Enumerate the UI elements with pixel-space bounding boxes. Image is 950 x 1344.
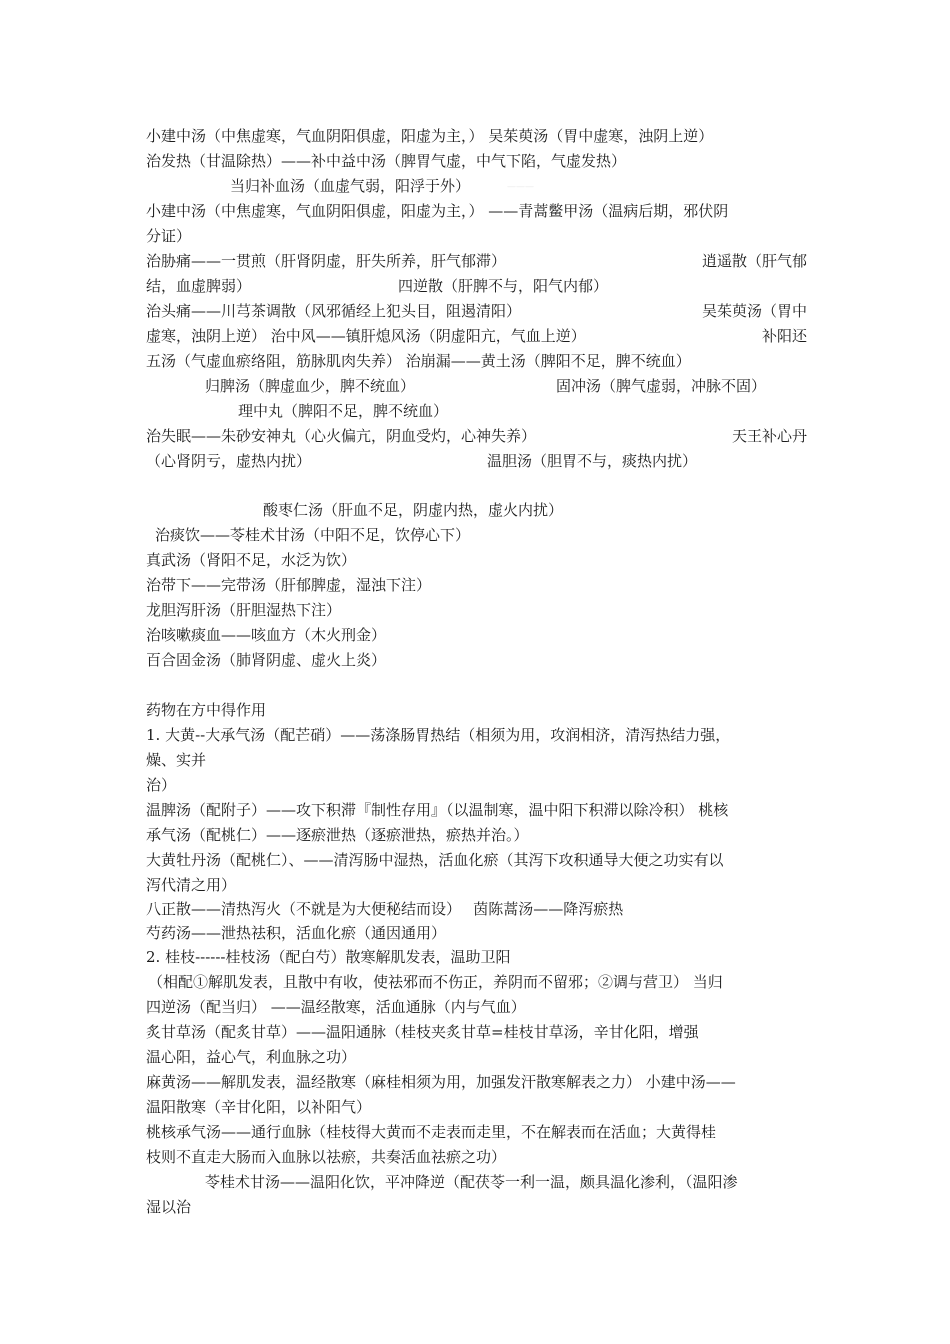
text-line: 四逆汤（配当归） ——温经散寒，活血通脉（内与气血） — [146, 998, 526, 1016]
text-line: 桃核承气汤——通行血脉（桂枝得大黄而不走表而走里，不在解表而在活血；大黄得桂 — [146, 1123, 717, 1141]
text-line: 炙甘草汤（配炙甘草）——温阳通脉（桂枝夹炙甘草=桂枝甘草汤，辛甘化阳，增强 — [146, 1023, 699, 1041]
text-line: 分证） — [146, 227, 192, 245]
text-line: 芍药汤——泄热祛积，活血化瘀（通因通用） — [146, 924, 447, 942]
watermark-text: ——— — [507, 182, 534, 192]
text-line: 理中丸（脾阳不足，脾不统血） — [238, 402, 449, 420]
text-line: 2. 桂枝------桂枝汤（配白芍）散寒解肌发表，温助卫阳 — [146, 948, 511, 966]
text-line: 真武汤（肾阳不足，水泛为饮） — [146, 551, 357, 569]
text-line: 小建中汤（中焦虚寒，气血阴阳俱虚，阳虚为主，） 吴茱萸汤（胃中虚寒，浊阴上逆） — [146, 127, 714, 145]
text-line: 麻黄汤——解肌发表，温经散寒（麻桂相须为用，加强发汗散寒解表之力） 小建中汤—— — [146, 1073, 736, 1091]
text-line: 治带下——完带汤（肝郁脾虚，湿浊下注） — [146, 576, 432, 594]
text-line: （相配①解肌发表，且散中有收，使祛邪而不伤正，养阴而不留邪；②调与营卫） 当归 — [148, 973, 723, 991]
text-line: 治胁痛——一贯煎（肝肾阴虚，肝失所养，肝气郁滞） — [146, 252, 507, 270]
text-line: 泻代清之用） — [146, 876, 237, 894]
text-line: 治失眠——朱砂安神丸（心火偏亢，阴血受灼，心神失养） — [146, 427, 537, 445]
text-line: 归脾汤（脾虚血少，脾不统血） — [205, 377, 416, 395]
text-line: 治） — [146, 776, 177, 794]
text-line: 燥、实并 — [146, 751, 207, 769]
text-line: 逍遥散（肝气郁 — [701, 252, 807, 270]
text-line: 治痰饮——苓桂术甘汤（中阳不足，饮停心下） — [155, 526, 471, 544]
section-heading: 药物在方中得作用 — [146, 701, 267, 719]
text-line: 吴茱萸汤（胃中 — [701, 302, 807, 320]
text-line: 大黄牡丹汤（配桃仁）、——清泻肠中湿热，活血化瘀（其泻下攻积通导大便之功实有以 — [146, 851, 724, 869]
text-line: 小建中汤（中焦虚寒，气血阴阳俱虚，阳虚为主，） ——青蒿鳖甲汤（温病后期，邪伏阴 — [146, 202, 729, 220]
text-line: 天王补心丹 — [731, 427, 807, 445]
text-line: 温心阳，益心气，利血脉之功） — [146, 1048, 357, 1066]
text-line: 酸枣仁汤（肝血不足，阴虚内热，虚火内扰） — [263, 501, 564, 519]
text-line: 龙胆泻肝汤（肝胆湿热下注） — [146, 601, 342, 619]
text-line: 温胆汤（胆胃不与，痰热内扰） — [487, 452, 698, 470]
text-line: 温脾汤（配附子）——攻下积滞『制性存用』（以温制寒，温中阳下积滞以除冷积） 桃核 — [146, 801, 729, 819]
text-line: 五汤（气虚血瘀络阻，筋脉肌肉失养） 治崩漏——黄土汤（脾阳不足，脾不统血） — [146, 352, 691, 370]
text-line: 固冲汤（脾气虚弱，冲脉不固） — [556, 377, 767, 395]
text-line: 治咳嗽痰血——咳血方（木火刑金） — [146, 626, 387, 644]
text-line: 温阳散寒（辛甘化阳，以补阳气） — [146, 1098, 372, 1116]
text-line: 苓桂术甘汤——温阳化饮，平冲降逆（配茯苓一利一温，颇具温化渗利，（温阳渗 — [205, 1173, 738, 1191]
text-line: 八正散——清热泻火（不就是为大便秘结而设） 茵陈蒿汤——降泻瘀热 — [146, 900, 624, 918]
text-line: 治发热（甘温除热）——补中益中汤（脾胃气虚，中气下陷，气虚发热） — [146, 152, 627, 170]
text-line: 湿以治 — [146, 1198, 192, 1216]
text-line: 1. 大黄--大承气汤（配芒硝）——荡涤肠胃热结（相须为用，攻润相济，清泻热结力强， — [146, 726, 731, 744]
text-line: 枝则不直走大肠而入血脉以祛瘀，共奏活血祛瘀之功） — [146, 1148, 507, 1166]
text-line: 结，血虚脾弱） — [146, 277, 252, 295]
text-line: （心肾阴亏，虚热内扰） — [146, 452, 312, 470]
text-line: 百合固金汤（肺肾阴虚、虚火上炎） — [146, 651, 387, 669]
text-line: 承气汤（配桃仁）——逐瘀泄热（逐瘀泄热，瘀热并治。） — [146, 826, 529, 844]
text-line: 补阳还 — [761, 327, 807, 345]
text-line: 虚寒，浊阴上逆） 治中风——镇肝熄风汤（阴虚阳亢，气血上逆） — [146, 327, 586, 345]
text-line: 治头痛——川芎茶调散（风邪循经上犯头目，阻遏清阳） — [146, 302, 522, 320]
text-line: 四逆散（肝脾不与，阳气内郁） — [398, 277, 609, 295]
text-line: 当归补血汤（血虚气弱，阳浮于外） — [230, 177, 471, 195]
